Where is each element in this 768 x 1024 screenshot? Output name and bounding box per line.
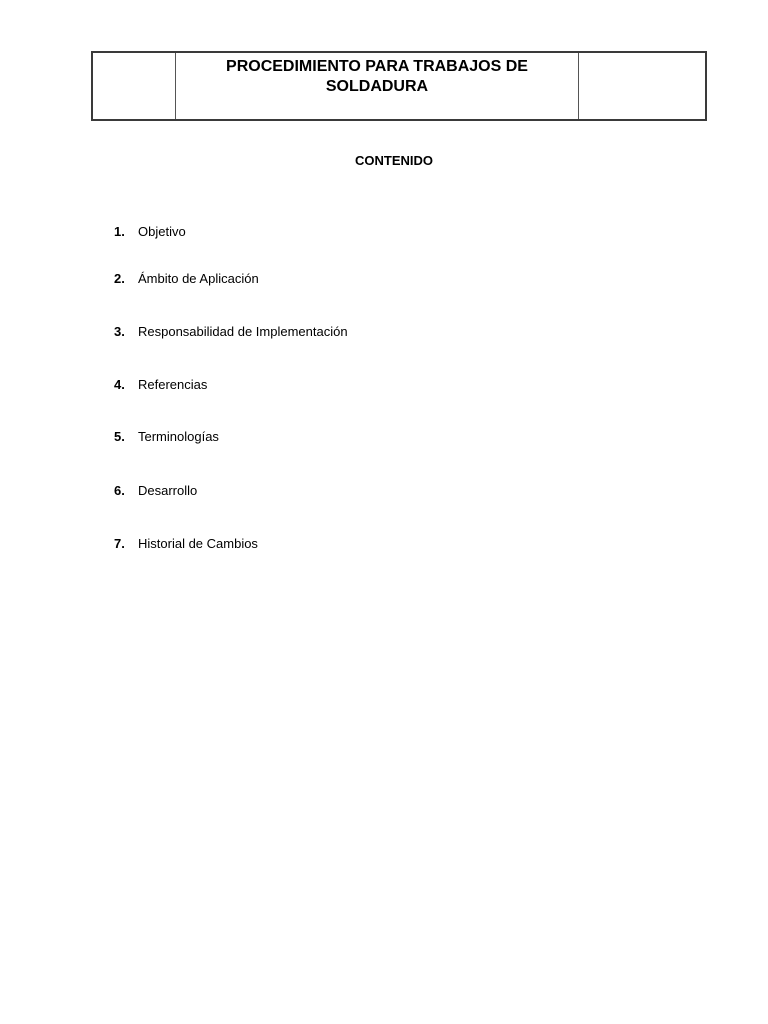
toc-item-objetivo xyxy=(114,224,186,240)
toc-item-number: 3. xyxy=(114,324,125,339)
toc-item-number: 7. xyxy=(114,536,125,551)
toc-item-label: Responsabilidad de Implementación xyxy=(138,324,348,339)
toc-item-number: 6. xyxy=(114,483,125,498)
document-title xyxy=(226,57,528,97)
toc-item-number: 1. xyxy=(114,224,125,239)
toc-item-label: Referencias xyxy=(138,377,208,392)
toc-item-label: Historial de Cambios xyxy=(138,536,258,551)
header-info-cell xyxy=(579,53,705,119)
document-title-line-1: PROCEDIMIENTO PARA TRABAJOS DE xyxy=(226,58,528,75)
toc-item-label: Terminologías xyxy=(138,429,219,444)
toc-item-label: Objetivo xyxy=(138,224,186,239)
toc-item-label: Desarrollo xyxy=(138,483,198,498)
toc-item-number: 4. xyxy=(114,377,125,392)
toc-item-label: Ámbito de Aplicación xyxy=(138,271,259,286)
toc-item-historial xyxy=(114,536,258,552)
toc-item-desarrollo xyxy=(114,483,197,499)
toc-item-terminologias xyxy=(114,429,219,445)
header-title-cell xyxy=(176,53,579,119)
toc-item-responsabilidad xyxy=(114,324,348,340)
toc-item-ambito xyxy=(114,271,259,287)
toc-item-number: 5. xyxy=(114,429,125,444)
document-title-line-2: SOLDADURA xyxy=(325,78,429,95)
contents-heading: CONTENIDO xyxy=(355,153,433,168)
header-logo-cell xyxy=(93,53,176,119)
toc-item-referencias xyxy=(114,377,207,393)
toc-item-number: 2. xyxy=(114,271,125,286)
document-header-table xyxy=(91,51,707,121)
